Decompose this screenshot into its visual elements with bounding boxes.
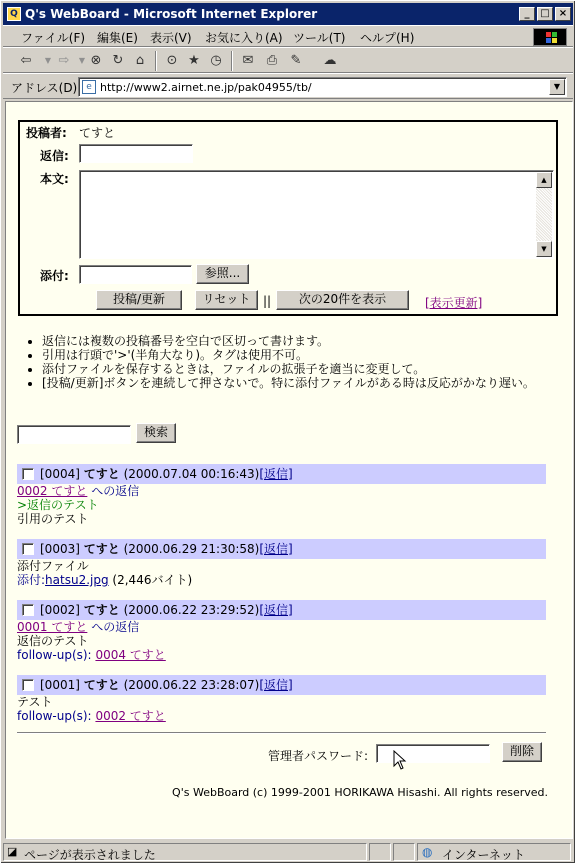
status-panel-blank <box>369 843 391 861</box>
post-body: 返信のテスト <box>17 634 89 648</box>
menu-file[interactable]: ファイル(F) <box>21 31 86 45</box>
search-input[interactable] <box>17 425 131 444</box>
followup-label: follow-up(s): <box>17 648 92 662</box>
post-0002 <box>17 600 546 662</box>
scroll-up-icon[interactable]: ▲ <box>536 172 552 188</box>
post-author: てすと <box>83 467 120 481</box>
reply-to-link[interactable]: 0002 てすと <box>17 484 88 498</box>
post-body: 添付ファイル <box>17 559 89 573</box>
windows-logo-icon <box>533 28 567 46</box>
followup-label: follow-up(s): <box>17 709 92 723</box>
reply-field[interactable] <box>79 144 193 163</box>
refresh-icon[interactable]: ↻ <box>112 53 124 68</box>
mail-icon[interactable]: ✉ <box>242 53 254 68</box>
toolbar-separator <box>231 51 233 71</box>
home-icon[interactable]: ⌂ <box>135 53 145 68</box>
attach-label: 添付: <box>17 573 46 587</box>
menu-bar <box>3 25 573 47</box>
history-icon[interactable]: ◷ <box>210 53 222 68</box>
post-checkbox[interactable] <box>22 679 34 691</box>
toolbar <box>3 47 573 73</box>
address-bar <box>3 73 573 99</box>
back-icon[interactable]: ⇦ <box>20 53 32 68</box>
reply-link[interactable]: [返信] <box>259 603 293 617</box>
body-label: 本文: <box>40 172 69 186</box>
title-bar[interactable] <box>3 3 573 25</box>
status-panel-blank <box>393 843 415 861</box>
scroll-down-icon[interactable]: ▼ <box>536 241 552 257</box>
status-panel <box>3 843 367 861</box>
browse-button[interactable]: 参照... <box>196 264 249 284</box>
favorites-icon[interactable]: ★ <box>188 53 200 68</box>
attach-file-field[interactable] <box>79 265 192 284</box>
post-date: (2000.07.04 00:16:43) <box>123 467 260 481</box>
menu-view[interactable]: 表示(V) <box>150 31 192 45</box>
post-button[interactable]: 投稿/更新 <box>96 290 182 310</box>
edit-icon[interactable]: ✎ <box>290 53 302 68</box>
close-button[interactable]: × <box>555 7 571 21</box>
usage-notes <box>42 334 542 390</box>
reply-to-link[interactable]: 0001 てすと <box>17 620 88 634</box>
reset-button[interactable]: リセット <box>195 290 258 310</box>
back-dropdown-icon[interactable]: ▼ <box>44 56 52 65</box>
post-form <box>18 120 558 316</box>
menu-favorites[interactable]: お気に入り(A) <box>205 31 283 45</box>
address-label: アドレス(D) <box>11 81 78 95</box>
post-author: てすと <box>83 542 120 556</box>
menu-tools[interactable]: ツール(T) <box>293 31 346 45</box>
app-icon: Q <box>7 7 21 21</box>
toolbar-separator <box>155 51 157 71</box>
address-input[interactable] <box>78 77 567 97</box>
note-item: • 引用は行頭で'>'(半角大なり)。タグは使用不可。 <box>42 348 542 362</box>
zone-text: インターネット <box>442 848 525 862</box>
post-date: (2000.06.22 23:28:07) <box>123 678 260 692</box>
stop-icon[interactable]: ⊗ <box>90 53 102 68</box>
post-0003 <box>17 539 546 587</box>
globe-icon: ◍ <box>422 845 433 859</box>
post-quote: >返信のテスト <box>17 498 99 512</box>
status-text: ページが表示されました <box>24 848 156 862</box>
minimize-button[interactable]: _ <box>519 7 535 21</box>
status-bar <box>3 841 573 863</box>
divider <box>17 732 546 734</box>
reply-label: 返信: <box>40 149 69 163</box>
search-button[interactable]: 検索 <box>136 423 176 443</box>
footer-copyright: Q's WebBoard (c) 1999-2001 HORIKAWA Hisashi. All rights reserved. <box>172 786 548 799</box>
admin-password-label: 管理者パスワード: <box>268 749 369 763</box>
done-icon: ◪ <box>7 845 18 858</box>
followup-link[interactable]: 0002 てすと <box>95 709 166 723</box>
reply-to-suffix: への返信 <box>91 620 140 634</box>
address-dropdown-icon[interactable]: ▼ <box>549 79 565 95</box>
post-checkbox[interactable] <box>22 604 34 616</box>
followup-link[interactable]: 0004 てすと <box>95 648 166 662</box>
body-textarea[interactable] <box>79 170 554 259</box>
post-0001 <box>17 675 546 723</box>
reply-link[interactable]: [返信] <box>259 678 293 692</box>
window-title: Q's WebBoard - Microsoft Internet Explorer <box>25 7 318 21</box>
poster-value: てすと <box>79 126 116 140</box>
print-icon[interactable]: ⎙ <box>266 53 278 68</box>
menu-help[interactable]: ヘルプ(H) <box>360 31 415 45</box>
post-header <box>17 539 546 559</box>
zone-panel <box>417 843 571 861</box>
forward-dropdown-icon[interactable]: ▼ <box>78 56 86 65</box>
page-content <box>5 101 573 839</box>
delete-button[interactable]: 削除 <box>502 742 542 762</box>
post-header <box>17 600 546 620</box>
post-id: [0001] <box>40 678 80 692</box>
menu-edit[interactable]: 編集(E) <box>97 31 138 45</box>
button-divider: || <box>263 294 272 308</box>
post-date: (2000.06.29 21:30:58) <box>123 542 260 556</box>
page-icon: e <box>82 80 96 94</box>
post-author: てすと <box>83 678 120 692</box>
forward-icon[interactable]: ⇨ <box>58 53 70 68</box>
refresh-link[interactable]: [表示更新] <box>425 296 483 310</box>
note-item: • 返信には複数の投稿番号を空白で区切って書けます。 <box>42 334 542 348</box>
attach-file-link[interactable]: hatsu2.jpg <box>45 573 109 587</box>
post-body: 引用のテスト <box>17 512 89 526</box>
post-checkbox[interactable] <box>22 543 34 555</box>
search-icon[interactable]: ⊙ <box>166 53 178 68</box>
note-item: • 添付ファイルを保存するときは，ファイルの拡張子を適当に変更して。 <box>42 362 542 376</box>
attach-size: (2,446バイト) <box>112 573 193 587</box>
post-header <box>17 675 546 695</box>
post-header <box>17 464 546 484</box>
reply-link[interactable]: [返信] <box>259 542 293 556</box>
mouse-cursor-icon <box>393 750 407 770</box>
post-body: テスト <box>17 695 53 709</box>
post-id: [0002] <box>40 603 80 617</box>
attach-label: 添付: <box>40 269 69 283</box>
poster-label: 投稿者: <box>26 126 67 140</box>
post-date: (2000.06.22 23:29:52) <box>123 603 260 617</box>
post-0004 <box>17 464 546 526</box>
post-checkbox[interactable] <box>22 468 34 480</box>
next-20-button[interactable]: 次の20件を表示 <box>276 290 409 310</box>
note-item: • [投稿/更新]ボタンを連続して押さないで。特に添付ファイルがある時は反応がかなり遅い。 <box>42 376 542 390</box>
maximize-button[interactable]: □ <box>537 7 553 21</box>
body-scrollbar[interactable] <box>536 172 552 257</box>
discuss-icon[interactable]: ☁ <box>323 53 337 68</box>
reply-link[interactable]: [返信] <box>259 467 293 481</box>
post-id: [0004] <box>40 467 80 481</box>
post-id: [0003] <box>40 542 80 556</box>
post-author: てすと <box>83 603 120 617</box>
reply-to-suffix: への返信 <box>91 484 140 498</box>
address-url[interactable]: http://www2.airnet.ne.jp/pak04955/tb/ <box>100 81 312 94</box>
